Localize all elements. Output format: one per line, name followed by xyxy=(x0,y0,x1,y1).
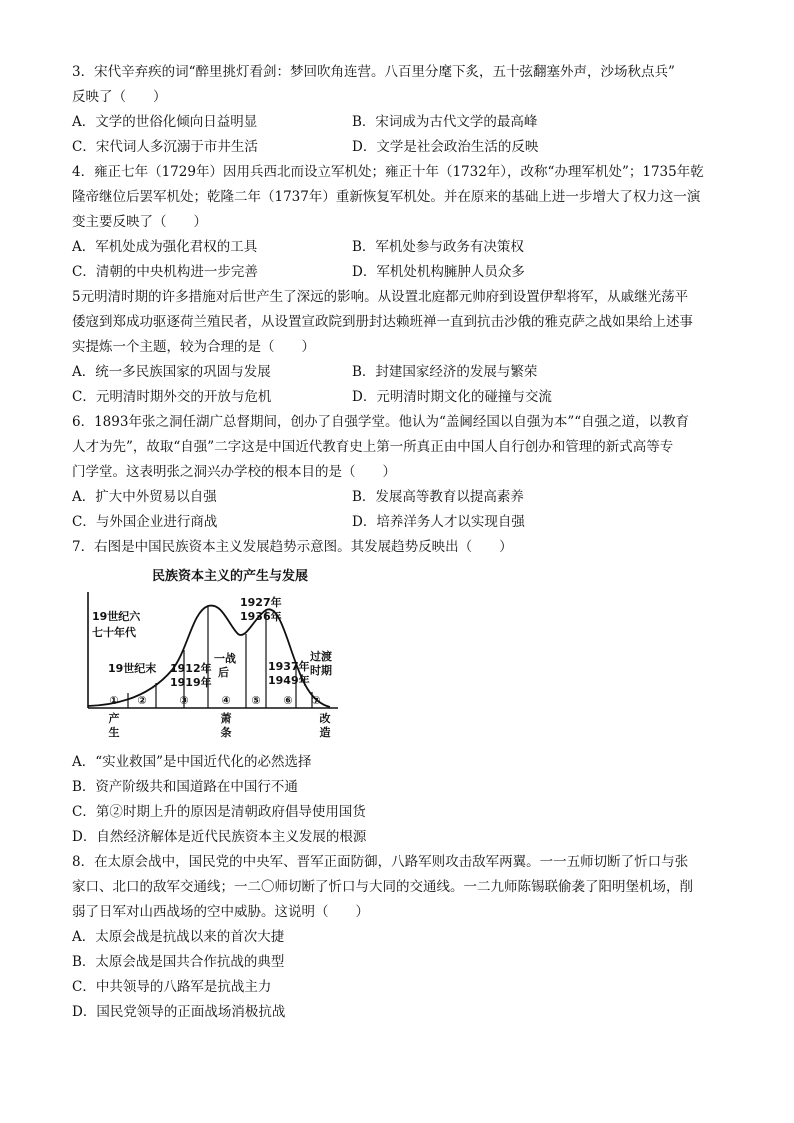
period-label-2: 19世纪末 xyxy=(108,662,157,675)
q4-option-a[interactable]: A．军机处成为强化君权的工具 xyxy=(72,239,258,255)
q4-stem-line-1: 4．雍正七年（1729年）因用兵西北而设立军机处；雍正十年（1732年），改称“办理军机处”；1735年乾 xyxy=(72,164,704,180)
q3-option-a[interactable]: A．文学的世俗化倾向日益明显 xyxy=(72,114,258,130)
q3-option-c[interactable]: C．宋代词人多沉溺于市井生活 xyxy=(72,139,258,155)
q4-stem-line-3: 变主要反映了（ ） xyxy=(72,214,207,230)
q5-option-b[interactable]: B．封建国家经济的发展与繁荣 xyxy=(352,364,538,380)
period-label-1b: 七十年代 xyxy=(92,626,136,639)
period-number-5: ⑤ xyxy=(251,694,261,707)
q5-stem-line-1: 5元明清时期的许多措施对后世产生了深远的影响。从设置北庭都元帅府到设置伊犁将军，从戚继光荡平 xyxy=(72,289,689,305)
q7-option-c[interactable]: C．第②时期上升的原因是清朝政府倡导使用国货 xyxy=(72,804,366,820)
q3-option-b[interactable]: B．宋词成为古代文学的最高峰 xyxy=(352,114,538,130)
period-label-5b: 1936年 xyxy=(240,610,282,623)
q6-option-a[interactable]: A．扩大中外贸易以自强 xyxy=(72,489,217,505)
period-label-6b: 1949年 xyxy=(268,674,310,687)
period-label-3a: 1912年 xyxy=(170,662,212,675)
axis-label-depression-2: 条 xyxy=(220,726,232,739)
q8-option-a[interactable]: A．太原会战是抗战以来的首次大捷 xyxy=(72,929,285,945)
period-number-4: ④ xyxy=(221,694,231,707)
period-number-6: ⑥ xyxy=(283,694,293,707)
period-label-4a: 一战 xyxy=(214,652,236,665)
q5-stem-line-3: 实提炼一个主题，较为合理的是（ ） xyxy=(72,339,315,355)
axis-label-reform-1: 改 xyxy=(319,712,331,725)
q6-option-c[interactable]: C．与外国企业进行商战 xyxy=(72,514,218,530)
period-number-1: ① xyxy=(109,694,119,707)
period-label-7b: 时期 xyxy=(310,664,332,677)
q4-option-b[interactable]: B．军机处参与政务有决策权 xyxy=(352,239,524,255)
period-number-7: ⑦ xyxy=(311,694,321,707)
q5-stem-line-2: 倭寇到郑成功驱逐荷兰殖民者，从设置宣政院到册封达赖班禅一直到抗击沙俄的雅克萨之战如果给上述事 xyxy=(72,314,693,330)
chart-svg xyxy=(80,562,380,744)
q7-stem-line-1: 7．右图是中国民族资本主义发展趋势示意图。其发展趋势反映出（ ） xyxy=(72,539,513,555)
q4-stem-line-2: 隆帝继位后罢军机处；乾隆二年（1737年）重新恢复军机处。并在原来的基础上进一步增大了权力这一演 xyxy=(72,189,701,205)
q6-stem-line-2: 人才为先”，故取“自强”二字这是中国近代教育史上第一所真正由中国人自行创办和管理的新式高等专 xyxy=(72,439,674,455)
q8-stem-line-1: 8．在太原会战中，国民党的中央军、晋军正面防御，八路军则攻击敌军两翼。一一五师切断了忻口与张 xyxy=(72,854,689,870)
q4-option-d[interactable]: D．军机处机构臃肿人员众多 xyxy=(352,264,525,280)
q4-option-c[interactable]: C．清朝的中央机构进一步完善 xyxy=(72,264,258,280)
q7-option-b[interactable]: B．资产阶级共和国道路在中国行不通 xyxy=(72,779,298,795)
q6-stem-line-1: 6．1893年张之洞任湖广总督期间，创办了自强学堂。他认为“盖阃经国以自强为本”“自强之道，以教育 xyxy=(72,414,690,430)
q3-stem-line-2: 反映了（ ） xyxy=(72,89,167,105)
period-label-6a: 1937年 xyxy=(268,660,310,673)
period-label-5a: 1927年 xyxy=(240,596,282,609)
q3-stem-line-1: 3．宋代辛弃疾的词“醉里挑灯看剑：梦回吹角连营。八百里分麾下炙，五十弦翻塞外声，沙场秋点兵” xyxy=(72,64,675,80)
q8-option-b[interactable]: B．太原会战是国共合作抗战的典型 xyxy=(72,954,285,970)
q6-option-d[interactable]: D．培养洋务人才以实现自强 xyxy=(352,514,525,530)
axis-label-reform-2: 造 xyxy=(319,726,331,739)
period-number-3: ③ xyxy=(179,694,189,707)
q7-option-d[interactable]: D．自然经济解体是近代民族资本主义发展的根源 xyxy=(72,829,367,845)
q5-option-a[interactable]: A．统一多民族国家的巩固与发展 xyxy=(72,364,271,380)
axis-label-produce-1: 产 xyxy=(108,712,120,725)
q8-stem-line-2: 家口、北口的敌军交通线；一二〇师切断了忻口与大同的交通线。一二九师陈锡联偷袭了阳明堡机场，削 xyxy=(72,879,693,895)
capitalism-trend-chart xyxy=(80,562,380,744)
period-label-1a: 19世纪六 xyxy=(92,610,141,623)
period-label-4b: 后 xyxy=(218,666,229,679)
chart-title: 民族资本主义的产生与发展 xyxy=(151,569,309,584)
q6-option-b[interactable]: B．发展高等教育以提高素养 xyxy=(352,489,524,505)
period-label-3b: 1919年 xyxy=(170,676,212,689)
q8-option-d[interactable]: D．国民党领导的正面战场消极抗战 xyxy=(72,1004,286,1020)
q6-stem-line-3: 门学堂。这表明张之洞兴办学校的根本目的是（ ） xyxy=(72,464,396,480)
q8-option-c[interactable]: C．中共领导的八路军是抗战主力 xyxy=(72,979,272,995)
q7-option-a[interactable]: A．“实业救国”是中国近代化的必然选择 xyxy=(72,754,312,770)
q3-option-d[interactable]: D．文学是社会政治生活的反映 xyxy=(352,139,539,155)
period-number-2: ② xyxy=(137,694,147,707)
q8-stem-line-3: 弱了日军对山西战场的空中威胁。这说明（ ） xyxy=(72,904,369,920)
period-label-7a: 过渡 xyxy=(310,650,332,663)
axis-label-depression-1: 萧 xyxy=(220,712,232,725)
q5-option-c[interactable]: C．元明清时期外交的开放与危机 xyxy=(72,389,272,405)
axis-label-produce-2: 生 xyxy=(108,726,120,739)
q5-option-d[interactable]: D．元明清时期文化的碰撞与交流 xyxy=(352,389,552,405)
